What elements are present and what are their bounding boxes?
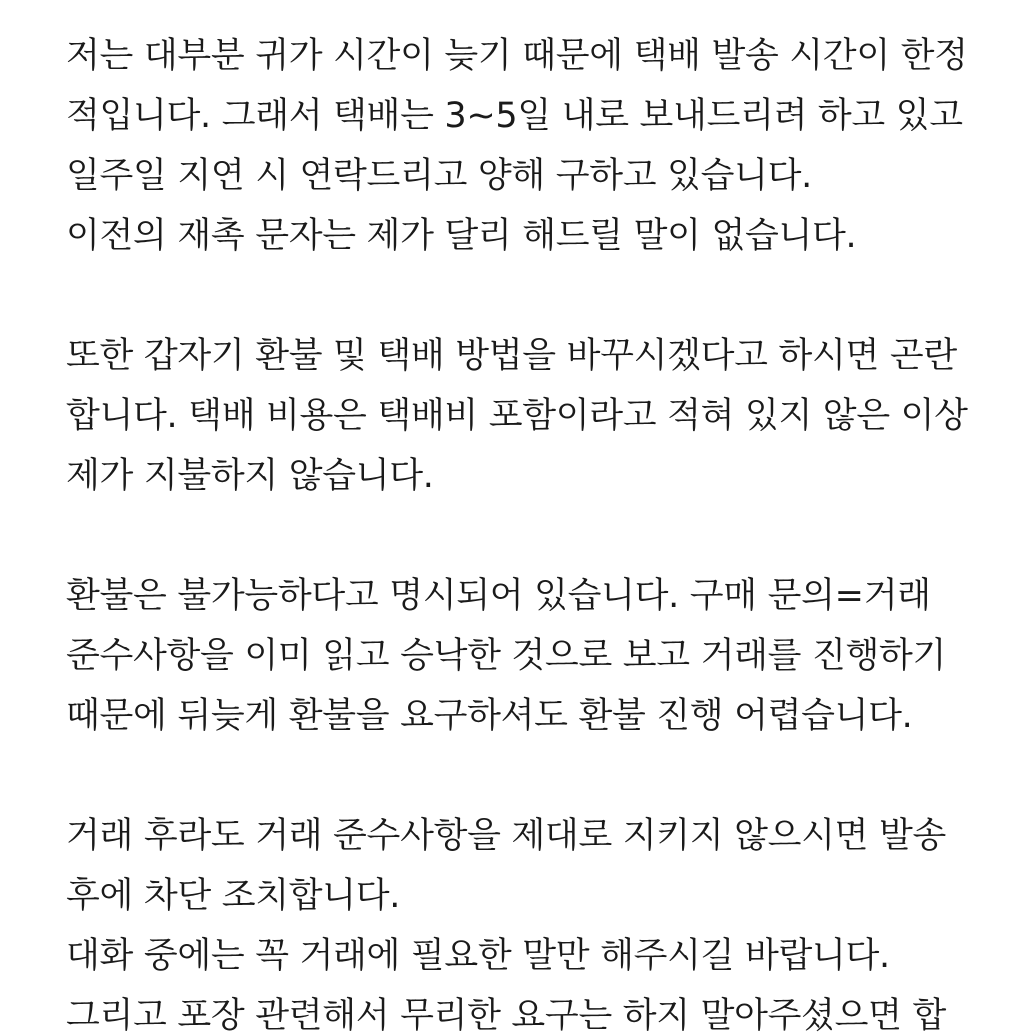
paragraph-gap: [66, 506, 1006, 566]
text-line: 이전의 재촉 문자는 제가 달리 해드릴 말이 없습니다.: [66, 216, 857, 256]
text-line: 후에 차단 조치합니다.: [66, 876, 401, 916]
text-line: 제가 지불하지 않습니다.: [66, 456, 434, 496]
text-line: 거래 후라도 거래 준수사항을 제대로 지키지 않으시면 발송: [66, 816, 947, 856]
clipped-top-line: [66, 0, 1006, 26]
text-line: 대화 중에는 꼭 거래에 필요한 말만 해주시길 바랍니다.: [66, 936, 890, 976]
text-line: 환불은 불가능하다고 명시되어 있습니다. 구매 문의=거래: [66, 576, 931, 616]
text-line: 또한 갑자기 환불 및 택배 방법을 바꾸시겠다고 하시면 곤란: [66, 336, 957, 376]
text-line: 준수사항을 이미 읽고 승낙한 것으로 보고 거래를 진행하기: [66, 636, 947, 676]
document-text: [66, 0, 1006, 1032]
text-line: 합니다. 택배 비용은 택배비 포함이라고 적혀 있지 않은 이상: [66, 396, 968, 436]
text-line: 일주일 지연 시 연락드리고 양해 구하고 있습니다.: [66, 156, 812, 196]
text-line: 저는 대부분 귀가 시간이 늦기 때문에 택배 발송 시간이 한정: [66, 36, 968, 76]
paragraph-gap: [66, 266, 1006, 326]
text-line: 그리고 포장 관련해서 무리한 요구는 하지 말아주셨으면 합: [66, 996, 947, 1032]
paragraph-gap: [66, 746, 1006, 806]
text-line: 때문에 뒤늦게 환불을 요구하셔도 환불 진행 어렵습니다.: [66, 696, 913, 736]
text-line: 적입니다. 그래서 택배는 3~5일 내로 보내드리려 하고 있고: [66, 96, 963, 136]
